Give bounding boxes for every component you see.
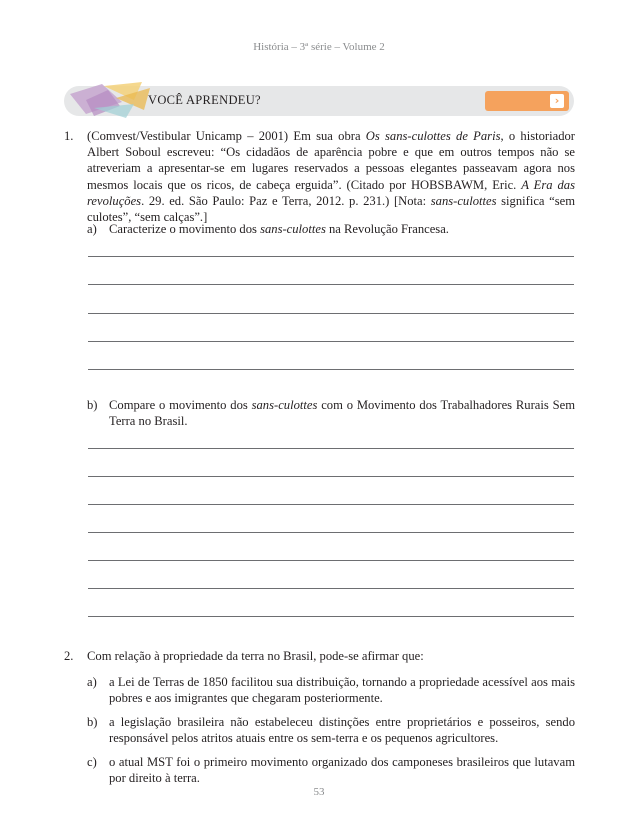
subquestion-b-text: Compare o movimento dos sans-culottes com o Movimento dos Trabalhadores Rurais Sem Terra no Brasil. [109,398,575,429]
subquestion-letter: b) [87,398,98,412]
answer-line[interactable] [88,588,574,589]
banner-button[interactable] [485,91,569,111]
answer-line[interactable] [88,448,574,449]
chevron-right-icon: › [550,94,564,108]
option-letter: c) [87,755,97,769]
section-banner [64,86,574,116]
subquestion-a-text: Caracterize o movimento dos sans-culottes na Revolução Francesa. [109,222,449,236]
answer-line[interactable] [88,504,574,505]
option-b-text: a legislação brasileira não estabeleceu distinções entre proprietários e posseiros, sendo responsável pelos atritos atuais entre os sem-terra e os pequenos agricultores. [109,715,575,746]
option-letter: b) [87,715,98,729]
banner-title: VOCÊ APRENDEU? [148,93,261,107]
answer-line[interactable] [88,284,574,285]
question-number: 1. [64,129,74,143]
answer-line[interactable] [88,560,574,561]
question-number: 2. [64,649,74,663]
answer-line[interactable] [88,532,574,533]
answer-line[interactable] [88,341,574,342]
answer-line[interactable] [88,616,574,617]
question-text: Com relação à propriedade da terra no Brasil, pode-se afirmar que: [87,649,424,663]
running-header: História – 3ª série – Volume 2 [253,41,385,53]
answer-line[interactable] [88,256,574,257]
subquestion-letter: a) [87,222,97,236]
option-c-text: o atual MST foi o primeiro movimento organizado dos camponeses brasileiros que lutavam por direito à terra. [109,755,575,786]
answer-line[interactable] [88,313,574,314]
question-text: (Comvest/Vestibular Unicamp – 2001) Em sua obra Os sans-culottes de Paris, o historiador Albert Soboul escreveu: “Os cidadãos de aparência pobre e que em outros tempos não se atreveriam a apresentar-se em lugares reservados a pessoas elegantes passeavam agora nos mesmos locais que os ricos, de cabeça erguida”. (Citado por HOBSBAWM, Eric. A Era das revoluções. 29. ed. São Paulo: Paz e Terra, 2012. p. 231.) [Nota: sans-culottes significa “sem culotes”, “sem calças”.] [87,129,575,225]
answer-line[interactable] [88,476,574,477]
page-number: 53 [313,786,325,798]
answer-line[interactable] [88,369,574,370]
option-a-text: a Lei de Terras de 1850 facilitou sua distribuição, tornando a propriedade acessível aos mais pobres e aos imigrantes que chegaram posteriormente. [109,675,575,706]
option-letter: a) [87,675,97,689]
